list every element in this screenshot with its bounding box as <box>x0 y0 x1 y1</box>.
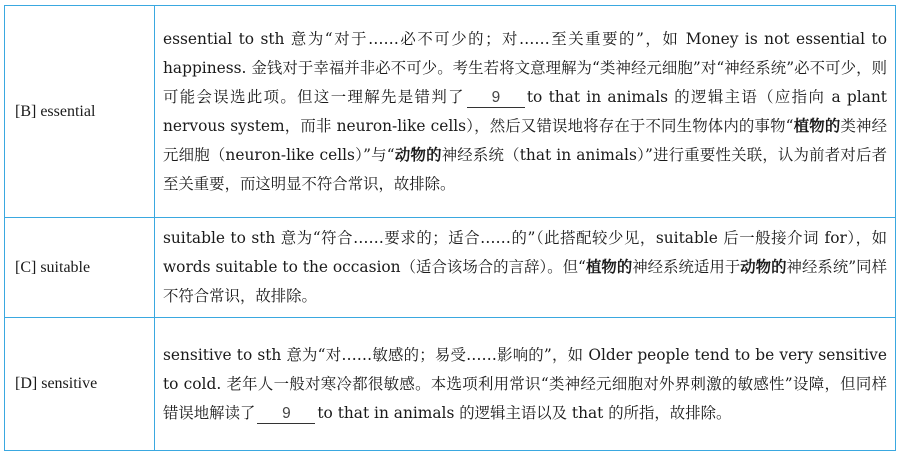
option-label: [B] essential <box>5 6 155 218</box>
option-label: [C] suitable <box>5 218 155 318</box>
text-segment: 神经系统适用于 <box>632 258 741 276</box>
option-row-d <box>5 318 896 451</box>
text-segment: to that in animals 的逻辑主语（应指向 a plant nervous system，而非 neuron-like cells），然后又错误地将存在于不同生物体内的事物“ <box>163 87 887 135</box>
text-segment: essential to sth 意为“对于……必不可少的；对……至关重要的”，如 Money is not essential to happiness. 金钱对于幸福并非必不可少。考生若将文意理解为“类神经元细胞”对“神经系统”必不可少，则可能会误选此项。但这一理解先是错判了 <box>163 29 887 106</box>
text-segment: 神经系统”同样不符合常识，故排除。 <box>163 258 887 305</box>
emphasis-text: 动物的 <box>394 145 442 164</box>
fill-blank: 9 <box>467 89 525 108</box>
emphasis-text: 植物的 <box>585 258 633 276</box>
option-label: [D] sensitive <box>5 318 155 451</box>
option-explanation <box>155 318 896 451</box>
text-segment: suitable to sth 意为“符合……要求的；适合……的”（此搭配较少见，suitable 后一般接介词 for），如 words suitable to the occasion（适合该场合的言辞）。但“ <box>163 229 887 276</box>
fill-blank: 9 <box>257 405 315 424</box>
text-segment: 神经系统（that in animals）”进行重要性关联，认为前者对后者至关重要，而这明显不符合常识，故排除。 <box>163 145 887 193</box>
emphasis-text: 植物的 <box>793 116 841 135</box>
answer-options-table <box>4 5 896 451</box>
text-segment: sensitive to sth 意为“对……敏感的；易受……影响的”，如 Older people tend to be very sensitive to cold. 老年人一般对寒冷都很敏感。本选项利用常识“类神经元细胞对外界刺激的敏感性”设障，但同样错误地解读了 <box>163 345 887 422</box>
option-row-b <box>5 6 896 218</box>
text-segment: 类神经元细胞（neuron-like cells）”与“ <box>163 116 887 164</box>
text-segment: to that in animals 的逻辑主语以及 that 的所指，故排除。 <box>317 403 732 422</box>
option-explanation <box>155 6 896 218</box>
option-row-c <box>5 218 896 318</box>
emphasis-text: 动物的 <box>740 258 787 276</box>
option-explanation <box>155 218 896 318</box>
